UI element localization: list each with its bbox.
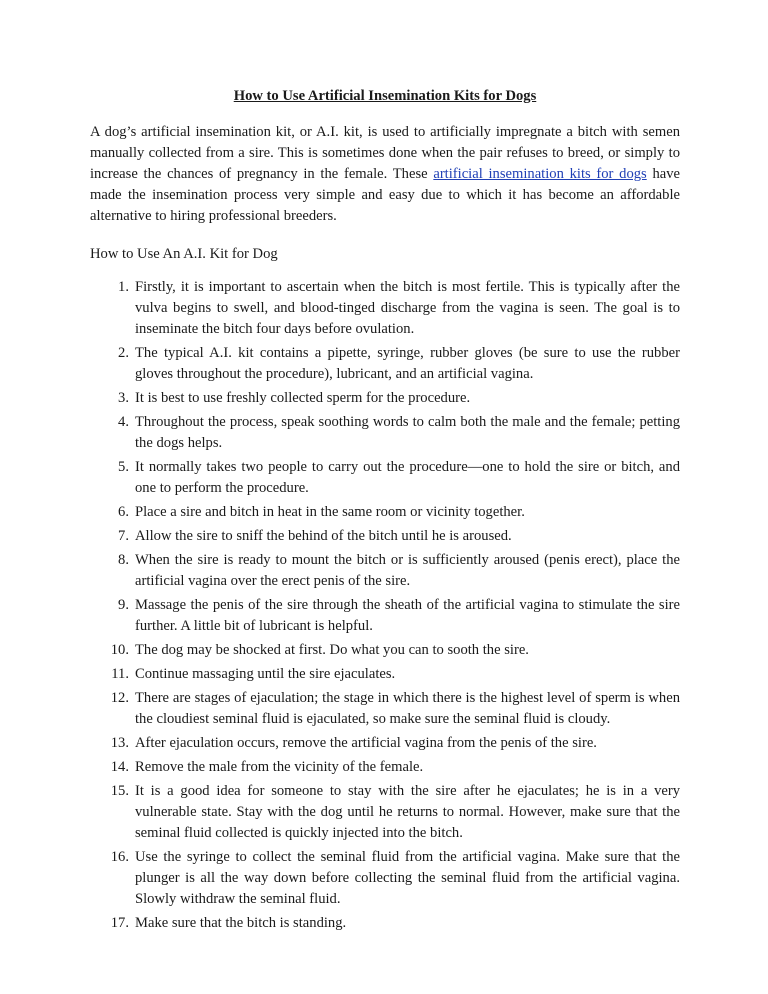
list-item bbox=[90, 733, 680, 754]
list-item bbox=[90, 277, 680, 340]
step-text: There are stages of ejaculation; the stage in which there is the highest level of sperm is when the cloudiest seminal fluid is ejaculated, so make sure the seminal fluid is cloudy. bbox=[135, 690, 680, 727]
list-item bbox=[90, 595, 680, 637]
steps-list bbox=[90, 277, 680, 934]
step-number: 11. bbox=[111, 666, 129, 682]
list-item bbox=[90, 781, 680, 844]
step-number: 1. bbox=[118, 279, 129, 295]
intro-text-after-link: have made the insemination process very simple and easy due to which it has become an affordable alternative to hiring professional breeders. bbox=[90, 166, 680, 224]
intro-text-before-link: A dog’s artificial insemination kit, or A.I. kit, is used to artificially impregnate a bitch with semen manually collected from a sire. This is sometimes done when the pair refuses to breed, or simply to increase the chances of pregnancy in the female. These bbox=[90, 124, 680, 182]
list-item bbox=[90, 847, 680, 910]
step-text: It is best to use freshly collected sperm for the procedure. bbox=[135, 390, 471, 406]
list-item bbox=[90, 502, 680, 523]
step-text: Continue massaging until the sire ejaculates. bbox=[135, 666, 396, 682]
step-text: It normally takes two people to carry out the procedure—one to hold the sire or bitch, and one to perform the procedure. bbox=[135, 459, 680, 496]
list-item bbox=[90, 640, 680, 661]
step-text: Use the syringe to collect the seminal fluid from the artificial vagina. Make sure that the plunger is all the way down before collecting the seminal fluid from the artificial vagina. Slowly withdraw the seminal fluid. bbox=[135, 849, 680, 907]
step-number: 9. bbox=[118, 597, 129, 613]
step-number: 2. bbox=[118, 345, 129, 361]
section-subheading: How to Use An A.I. Kit for Dog bbox=[90, 246, 278, 262]
document-page bbox=[90, 86, 680, 937]
step-number: 13. bbox=[110, 735, 129, 751]
list-item bbox=[90, 526, 680, 547]
list-item bbox=[90, 550, 680, 592]
step-text: Place a sire and bitch in heat in the same room or vicinity together. bbox=[135, 504, 525, 520]
list-item bbox=[90, 757, 680, 778]
step-text: When the sire is ready to mount the bitch or is sufficiently aroused (penis erect), place the artificial vagina over the erect penis of the sire. bbox=[135, 552, 680, 589]
list-item bbox=[90, 457, 680, 499]
list-item bbox=[90, 913, 680, 934]
step-number: 4. bbox=[118, 414, 129, 430]
ai-kits-link[interactable]: artificial insemination kits for dogs bbox=[433, 166, 647, 182]
step-number: 16. bbox=[110, 849, 129, 865]
step-text: Massage the penis of the sire through the sheath of the artificial vagina to stimulate the sire further. A little bit of lubricant is helpful. bbox=[135, 597, 680, 634]
step-text: Make sure that the bitch is standing. bbox=[135, 915, 347, 931]
step-number: 7. bbox=[118, 528, 129, 544]
list-item bbox=[90, 343, 680, 385]
step-text: Firstly, it is important to ascertain when the bitch is most fertile. This is typically after the vulva begins to swell, and blood-tinged discharge from the vagina is seen. The goal is to inseminate the bitch four days before ovulation. bbox=[135, 279, 680, 337]
step-number: 5. bbox=[118, 459, 129, 475]
step-text: The dog may be shocked at first. Do what you can to sooth the sire. bbox=[135, 642, 529, 658]
step-text: After ejaculation occurs, remove the artificial vagina from the penis of the sire. bbox=[135, 735, 597, 751]
step-number: 6. bbox=[118, 504, 129, 520]
list-item bbox=[90, 388, 680, 409]
intro-paragraph bbox=[90, 122, 680, 227]
list-item bbox=[90, 664, 680, 685]
step-text: The typical A.I. kit contains a pipette, syringe, rubber gloves (be sure to use the rubber gloves throughout the procedure), lubricant, and an artificial vagina. bbox=[135, 345, 680, 382]
step-number: 3. bbox=[118, 390, 129, 406]
step-text: Allow the sire to sniff the behind of the bitch until he is aroused. bbox=[135, 528, 512, 544]
step-number: 14. bbox=[110, 759, 129, 775]
document-title: How to Use Artificial Insemination Kits for Dogs bbox=[233, 88, 537, 104]
step-number: 10. bbox=[110, 642, 129, 658]
list-item bbox=[90, 688, 680, 730]
step-text: Throughout the process, speak soothing words to calm both the male and the female; petting the dogs helps. bbox=[135, 414, 680, 451]
step-number: 8. bbox=[118, 552, 129, 568]
step-text: It is a good idea for someone to stay with the sire after he ejaculates; he is in a very vulnerable state. Stay with the dog until he returns to normal. However, make sure that the seminal fluid collected is quickly injected into the bitch. bbox=[135, 783, 680, 841]
step-number: 15. bbox=[110, 783, 129, 799]
step-number: 12. bbox=[110, 690, 129, 706]
step-number: 17. bbox=[110, 915, 129, 931]
step-text: Remove the male from the vicinity of the female. bbox=[135, 759, 424, 775]
list-item bbox=[90, 412, 680, 454]
